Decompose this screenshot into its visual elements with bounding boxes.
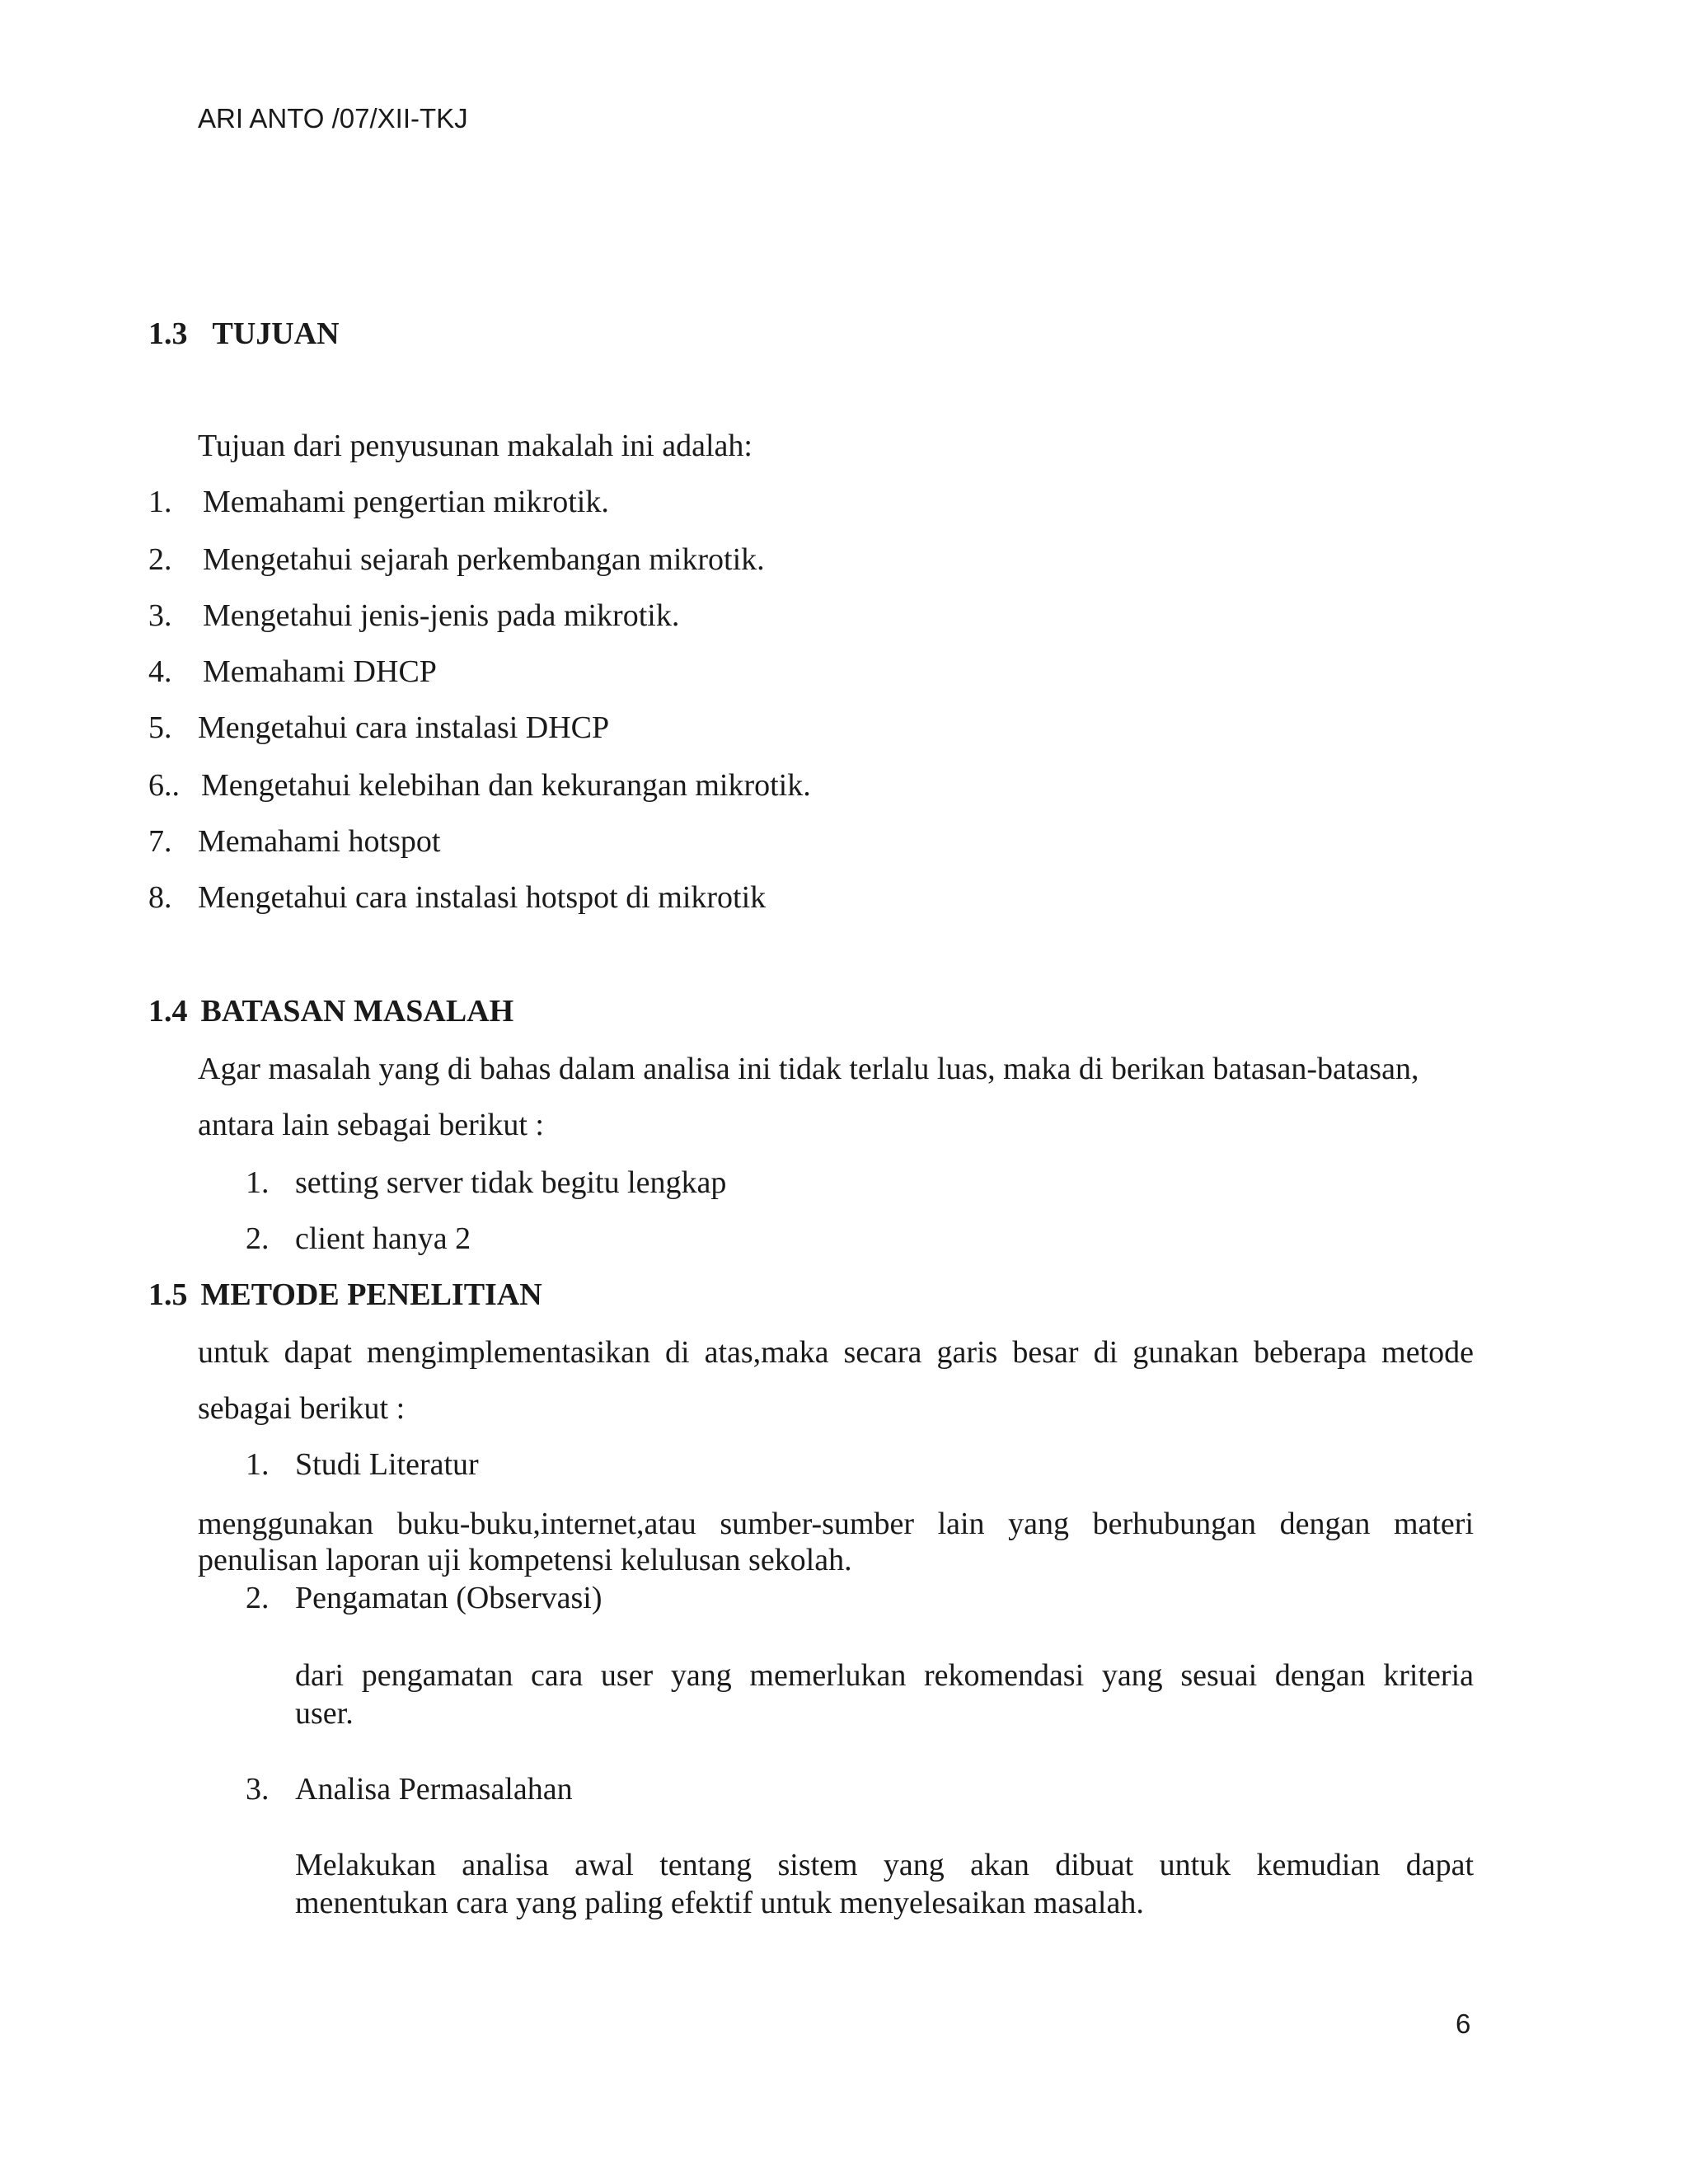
batasan-paragraph-line: Agar masalah yang di bahas dalam analisa ini tidak terlalu luas, maka di berikan batasan-batasan, <box>198 1052 1419 1086</box>
list-item <box>246 1579 603 1617</box>
section-number: 1.3 <box>148 316 188 351</box>
item-description-line: penulisan laporan uji kompetensi kelulusan sekolah. <box>198 1543 852 1577</box>
list-text: Pengamatan (Observasi) <box>295 1581 603 1615</box>
section-title: TUJUAN <box>212 316 340 351</box>
list-text: setting server tidak begitu lengkap <box>295 1165 727 1200</box>
page-number: 6 <box>1456 2008 1471 2039</box>
item-description-line: Melakukan analisa awal tentang sistem yang akan dibuat untuk kemudian dapat <box>295 1848 1474 1882</box>
section-number: 1.4 <box>148 994 188 1029</box>
list-number: 8. <box>148 880 172 915</box>
list-number: 1. <box>148 485 172 519</box>
list-item <box>148 823 440 860</box>
list-item <box>148 483 609 521</box>
list-number: 2. <box>148 542 172 577</box>
list-item <box>246 1220 471 1258</box>
list-number: 5. <box>148 710 172 745</box>
list-item <box>148 541 765 579</box>
list-item <box>148 653 437 691</box>
section-title: BATASAN MASALAH <box>200 994 514 1029</box>
metode-paragraph-line: untuk dapat mengimplementasikan di atas,maka secara garis besar di gunakan beberapa metode <box>198 1335 1474 1370</box>
list-number: 3. <box>148 598 172 633</box>
tujuan-intro: Tujuan dari penyusunan makalah ini adalah: <box>198 429 753 463</box>
item-description-line: menentukan cara yang paling efektif untuk menyelesaikan masalah. <box>295 1886 1144 1920</box>
list-item <box>246 1770 573 1808</box>
item-description-line: user. <box>295 1696 354 1731</box>
list-text: Mengetahui cara instalasi DHCP <box>198 710 610 745</box>
list-item <box>148 879 766 916</box>
section-number: 1.5 <box>148 1277 188 1312</box>
list-text: Mengetahui kelebihan dan kekurangan mikrotik. <box>201 768 811 803</box>
list-number: 2. <box>246 1581 270 1615</box>
section-1-4-heading <box>148 992 513 1030</box>
list-text: client hanya 2 <box>295 1221 471 1256</box>
list-item <box>246 1164 726 1202</box>
list-text: Analisa Permasalahan <box>295 1772 573 1807</box>
list-text: Memahami DHCP <box>203 654 437 689</box>
list-text: Memahami hotspot <box>198 824 441 859</box>
metode-paragraph-line: sebagai berikut : <box>198 1391 406 1426</box>
list-text: Studi Literatur <box>295 1447 479 1482</box>
list-number: 4. <box>148 654 172 689</box>
section-title: METODE PENELITIAN <box>200 1277 542 1312</box>
list-text: Mengetahui sejarah perkembangan mikrotik. <box>203 542 765 577</box>
item-description-line: menggunakan buku-buku,internet,atau sumber-sumber lain yang berhubungan dengan materi <box>198 1507 1474 1541</box>
page-header: ARI ANTO /07/XII-TKJ <box>198 103 468 134</box>
list-item <box>148 766 811 804</box>
item-description-line: dari pengamatan cara user yang memerlukan rekomendasi yang sesuai dengan kriteria <box>295 1658 1474 1693</box>
list-item <box>148 597 679 635</box>
list-text: Mengetahui cara instalasi hotspot di mikrotik <box>198 880 767 915</box>
list-item <box>148 709 609 747</box>
list-item <box>246 1446 479 1483</box>
list-text: Mengetahui jenis-jenis pada mikrotik. <box>203 598 680 633</box>
list-number: 1. <box>246 1165 270 1200</box>
list-text: Memahami pengertian mikrotik. <box>203 485 609 519</box>
list-number: 2. <box>246 1221 270 1256</box>
list-number: 7. <box>148 824 172 859</box>
section-1-5-heading <box>148 1276 542 1314</box>
section-1-3-heading <box>148 315 340 353</box>
list-number: 6.. <box>148 768 180 803</box>
batasan-paragraph-line: antara lain sebagai berikut : <box>198 1108 544 1142</box>
list-number: 3. <box>246 1772 270 1807</box>
list-number: 1. <box>246 1447 270 1482</box>
